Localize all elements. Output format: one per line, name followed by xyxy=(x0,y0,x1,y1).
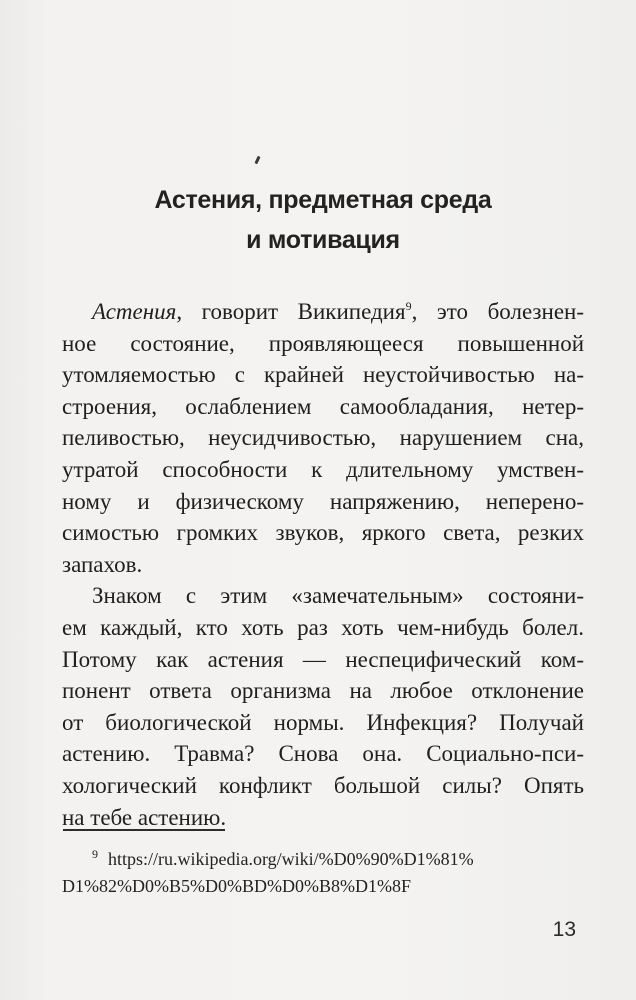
paragraph-1-line: утратой способности к длительному умствен- xyxy=(62,456,584,482)
footnote-url-part-1[interactable]: https://ru.wikipedia.org/wiki/%D0%90%D1%81% xyxy=(108,849,474,869)
paragraph-2-line: ем каждый, кто хоть раз хоть чем-нибудь болел. xyxy=(62,614,584,640)
paragraph-2-line: Знаком с этим «замечательным» состояни- xyxy=(92,583,584,609)
paragraph-1-line: ное состояние, проявляющееся повышенной xyxy=(62,330,584,356)
paragraph-1-line: строения, ослаблением самообладания, нетер- xyxy=(62,393,584,419)
paragraph-2-line: понент ответа организма на любое отклонение xyxy=(62,678,584,704)
paragraph-1-line-1-rest: , это болезнен- xyxy=(411,299,585,324)
paragraph-1-intro: , говорит Википедия xyxy=(176,299,406,324)
footnote-number: 9 xyxy=(92,847,98,861)
chapter-title-line-1: Астения, предметная среда xyxy=(154,186,492,214)
paragraph-1-line: утомляемостью с крайней неустойчивостью на- xyxy=(62,362,584,388)
footnote xyxy=(62,846,584,900)
paragraph-2-line: астению. Травма? Снова она. Социально-пси- xyxy=(62,741,584,767)
paragraph-1-line: запахов. xyxy=(62,551,143,577)
ink-speck xyxy=(254,156,260,165)
chapter-title-line-2: и мотивация xyxy=(246,226,400,254)
body-text xyxy=(62,296,584,833)
footnote-divider xyxy=(63,829,225,831)
page-number: 13 xyxy=(552,918,576,941)
paragraph-2-line: хологический конфликт большой силы? Опять xyxy=(62,772,584,798)
footnote-reference[interactable]: 9 xyxy=(405,299,412,313)
paragraph-1-line-1 xyxy=(62,296,584,328)
paragraph-1-line: пеливостью, неусидчивостью, нарушением сна, xyxy=(62,425,584,451)
paragraph-1-line: симостью громких звуков, яркого света, резких xyxy=(62,520,584,546)
footnote-line-1 xyxy=(62,846,584,873)
paragraph-2-line: от биологической нормы. Инфекция? Получай xyxy=(62,709,584,735)
italic-term: Астения xyxy=(92,299,177,324)
chapter-title xyxy=(60,180,586,260)
paragraph-2-line: на тебе астению. xyxy=(62,804,227,830)
paragraph-2-line: Потому как астения — неспецифический ком- xyxy=(62,646,584,672)
footnote-url-part-2[interactable]: D1%82%D0%B5%D0%BD%D0%B8%D1%8F xyxy=(62,876,411,896)
paragraph-1-line: ному и физическому напряжению, неперено- xyxy=(62,488,584,514)
